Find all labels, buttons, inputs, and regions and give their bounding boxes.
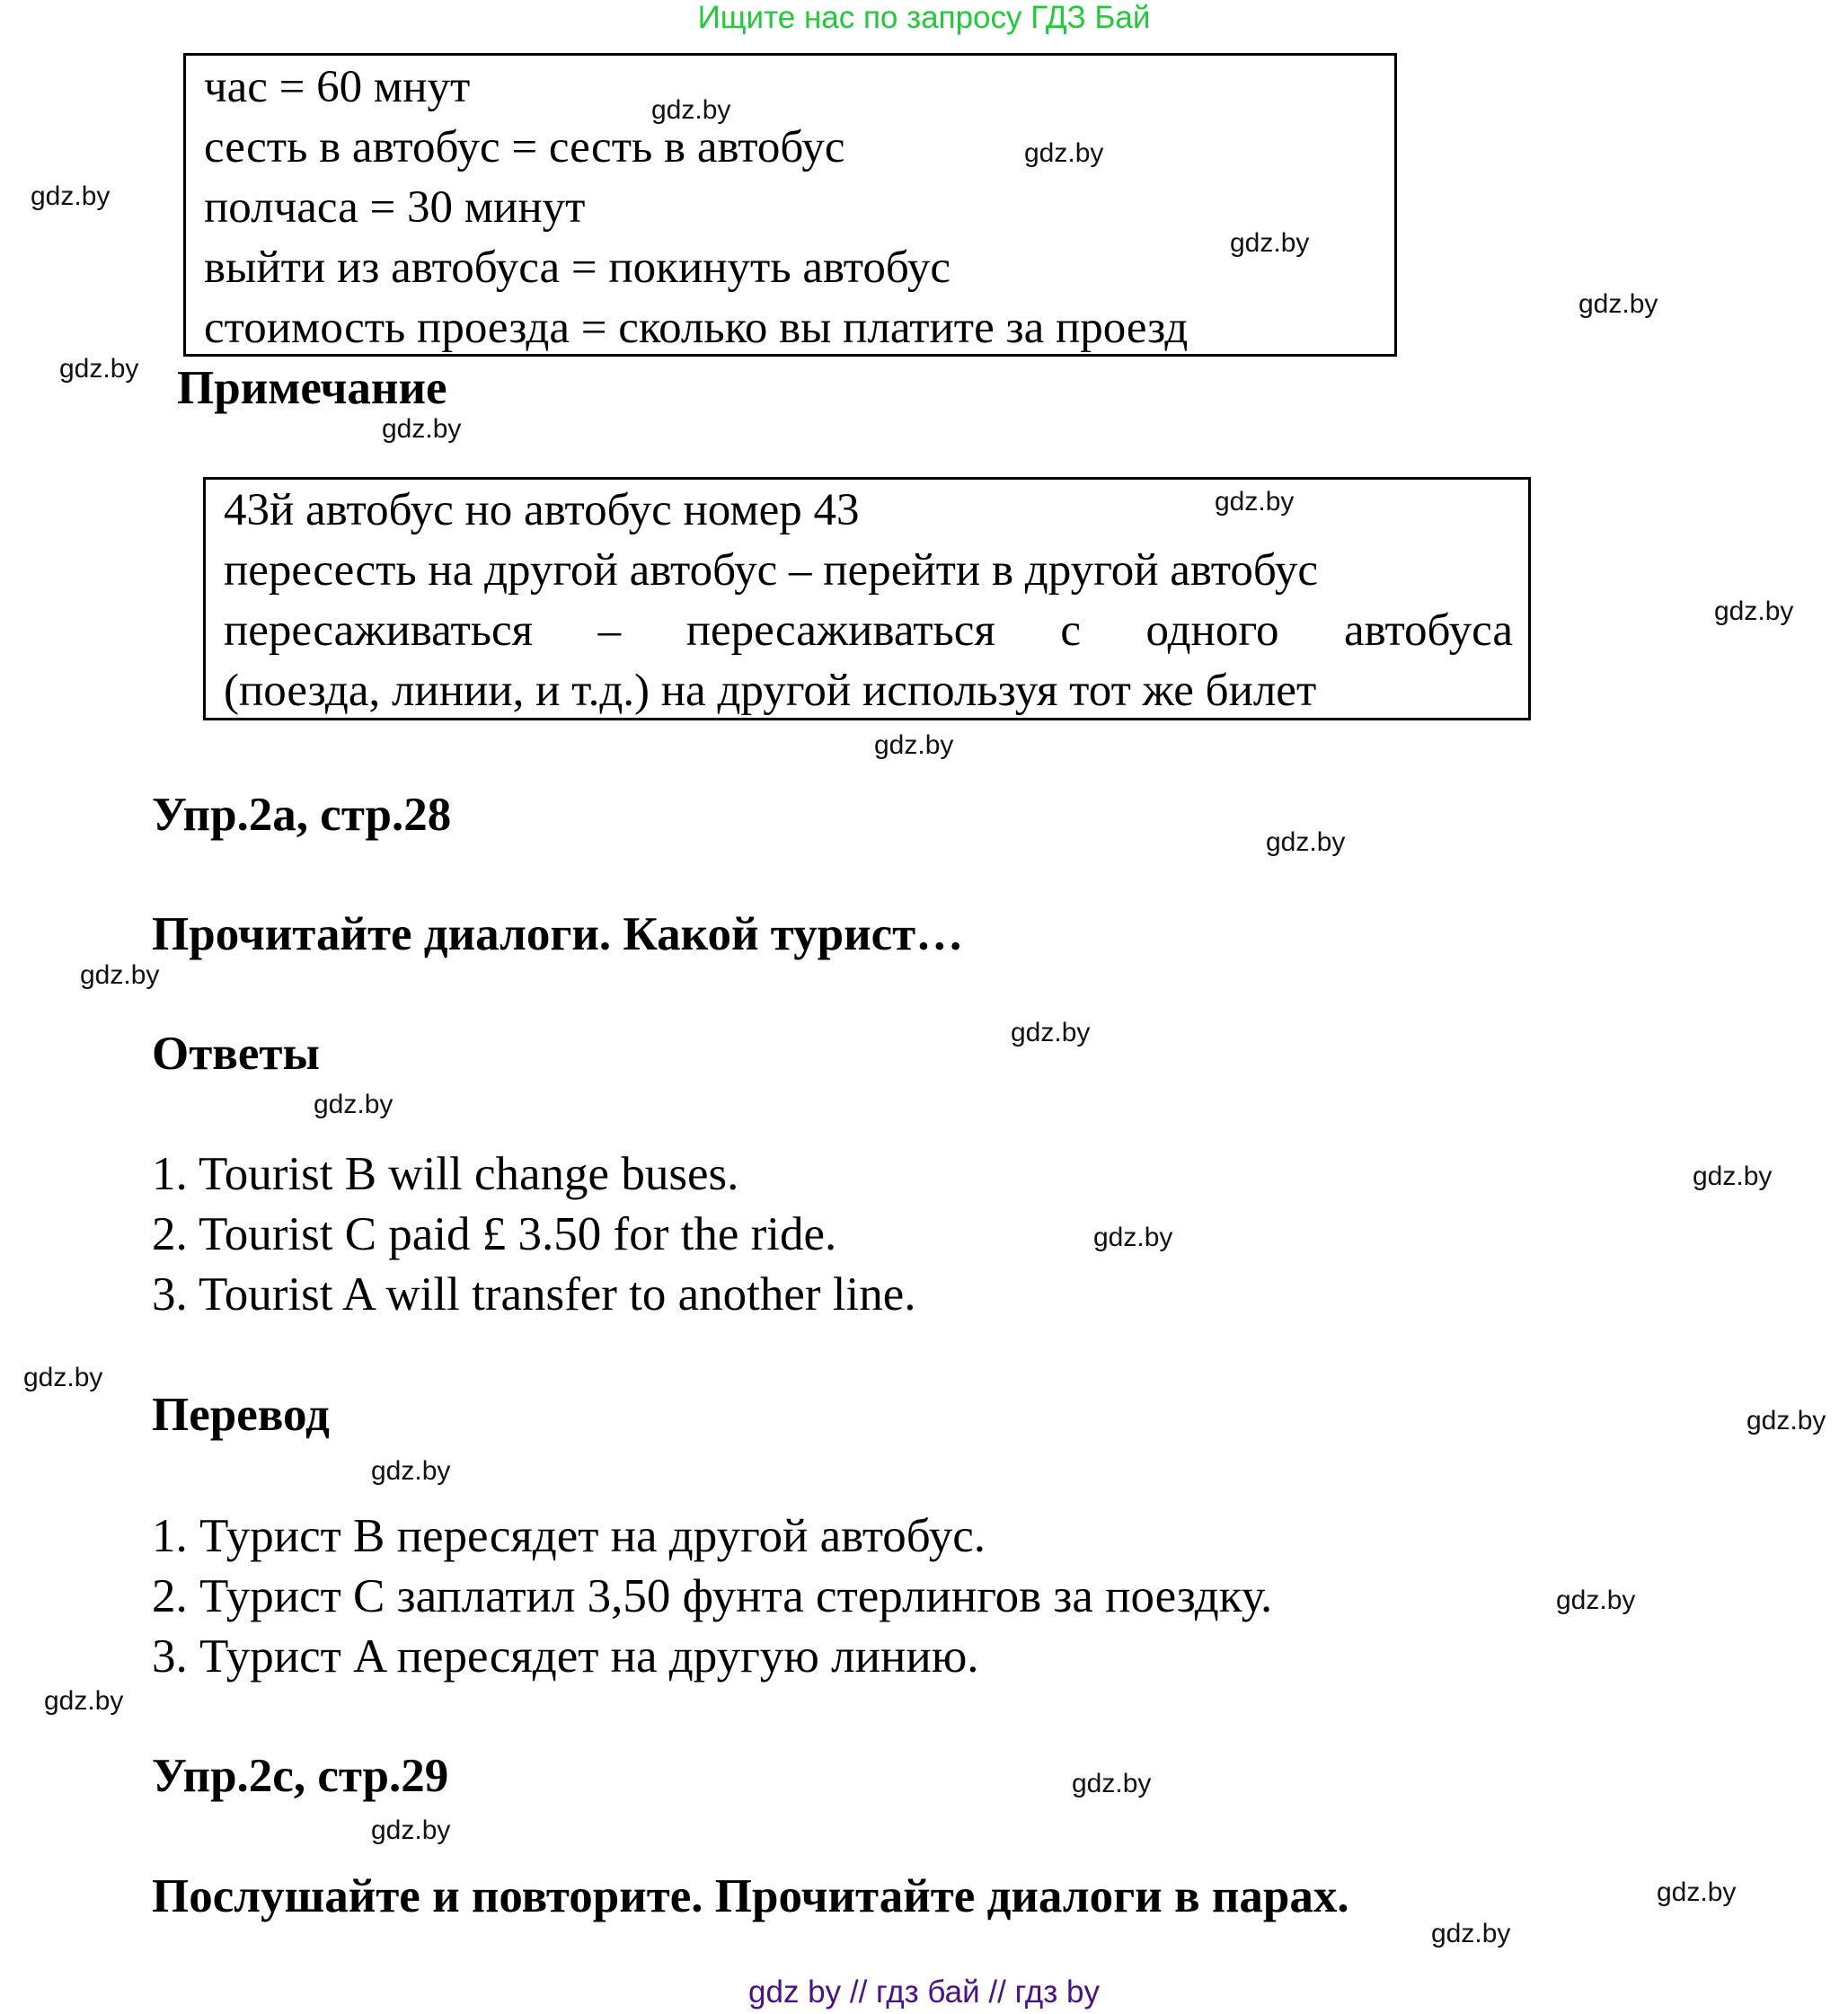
watermark: gdz.by	[44, 1686, 124, 1716]
note-word: одного	[1145, 605, 1279, 656]
note-line: пересесть на другой автобус – перейти в другой автобус	[224, 545, 1318, 596]
note-word: пересаживаться	[685, 605, 995, 656]
watermark: gdz.by	[1230, 228, 1310, 258]
watermark: gdz.by	[314, 1090, 393, 1119]
watermark: gdz.by	[1431, 1919, 1511, 1948]
watermark: gdz.by	[31, 181, 111, 211]
search-banner: Ищите нас по запросу ГДЗ Бай	[697, 0, 1151, 35]
watermark: gdz.by	[1266, 827, 1346, 857]
watermark: gdz.by	[23, 1363, 103, 1392]
note-word: с	[1060, 605, 1082, 656]
watermark: gdz.by	[1011, 1018, 1091, 1047]
note-box	[203, 477, 1531, 720]
vocabulary-box	[183, 53, 1397, 357]
watermark: gdz.by	[1556, 1586, 1636, 1615]
vocab-line: час = 60 мнут	[204, 62, 471, 112]
watermark: gdz.by	[80, 960, 160, 990]
exercise-2c-task: Послушайте и повторите. Прочитайте диалоги в парах.	[152, 1870, 1349, 1922]
translation-line: 2. Турист C заплатил 3,50 фунта стерлингов за поездку.	[152, 1570, 1273, 1622]
watermark: gdz.by	[1215, 487, 1295, 517]
watermark: gdz.by	[371, 1456, 451, 1486]
answer-line: 1. Tourist B will change buses.	[152, 1148, 739, 1200]
translation-line: 3. Турист A пересядет на другую линию.	[152, 1630, 979, 1683]
watermark: gdz.by	[382, 414, 462, 444]
watermark: gdz.by	[1072, 1769, 1152, 1798]
watermark: gdz.by	[1093, 1223, 1173, 1252]
watermark: gdz.by	[1578, 289, 1658, 319]
exercise-2a-task: Прочитайте диалоги. Какой турист…	[152, 908, 964, 960]
vocab-line: выйти из автобуса = покинуть автобус	[204, 243, 951, 293]
watermark: gdz.by	[874, 730, 954, 760]
footer-links: gdz by // гдз бай // гдз by	[748, 1974, 1100, 2010]
note-word: пересаживаться	[224, 605, 534, 656]
note-title: Примечание	[177, 362, 447, 414]
watermark: gdz.by	[371, 1815, 451, 1845]
watermark: gdz.by	[1714, 596, 1794, 626]
note-line-justified	[224, 604, 1513, 658]
exercise-2a-title: Упр.2а, стр.28	[152, 789, 452, 841]
vocab-line: сесть в автобус = сесть в автобус	[204, 122, 845, 172]
note-word: автобуса	[1344, 605, 1513, 656]
translation-title: Перевод	[152, 1389, 330, 1441]
exercise-2c-title: Упр.2c, стр.29	[152, 1750, 449, 1802]
watermark: gdz.by	[1746, 1406, 1826, 1435]
vocab-line: полчаса = 30 минут	[204, 182, 586, 233]
answer-line: 2. Tourist C paid £ 3.50 for the ride.	[152, 1208, 837, 1260]
note-line: 43й автобус но автобус номер 43	[224, 485, 860, 535]
watermark: gdz.by	[59, 354, 139, 384]
translation-line: 1. Турист B пересядет на другой автобус.	[152, 1510, 986, 1562]
note-word: –	[597, 605, 622, 656]
answer-line: 3. Tourist A will transfer to another line.	[152, 1268, 916, 1321]
watermark: gdz.by	[1024, 138, 1104, 168]
watermark: gdz.by	[1657, 1877, 1737, 1907]
watermark: gdz.by	[1693, 1162, 1773, 1191]
note-line: (поезда, линии, и т.д.) на другой используя тот же билет	[224, 666, 1317, 716]
answers-title: Ответы	[152, 1028, 320, 1080]
watermark: gdz.by	[651, 95, 731, 125]
vocab-line: стоимость проезда = сколько вы платите за проезд	[204, 303, 1189, 353]
